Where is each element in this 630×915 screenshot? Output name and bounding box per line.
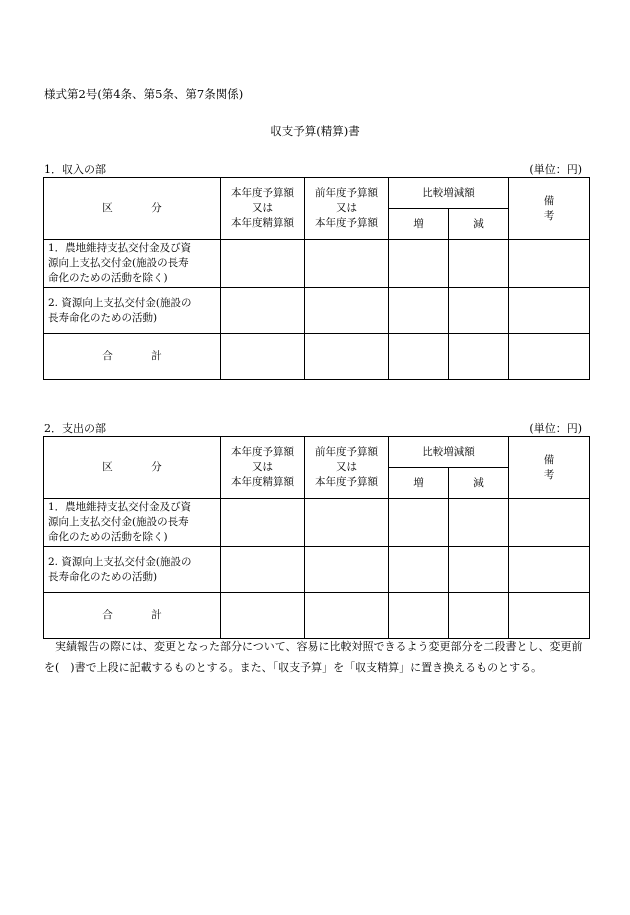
income-row-1-remarks[interactable] xyxy=(509,240,590,288)
income-row-1-decrease[interactable] xyxy=(449,240,509,288)
income-header-increase: 増 xyxy=(389,209,449,240)
expenditure-header-category: 区 分 xyxy=(44,437,221,499)
table-row xyxy=(44,547,590,593)
income-row-2-increase[interactable] xyxy=(389,288,449,334)
income-total-decrease[interactable] xyxy=(449,334,509,380)
expenditure-header-increase: 増 xyxy=(389,468,449,499)
expenditure-row-2-current[interactable] xyxy=(221,547,305,593)
expenditure-header-decrease: 減 xyxy=(449,468,509,499)
expenditure-header-current-year: 本年度予算額 又は 本年度精算額 xyxy=(221,437,305,499)
income-total-previous[interactable] xyxy=(305,334,389,380)
table-row xyxy=(44,288,590,334)
expenditure-section-title: 2．支出の部 xyxy=(44,422,106,435)
income-total-label: 合 計 xyxy=(44,334,221,380)
income-row-2-label: 2. 資源向上支払交付金(施設の 長寿命化のための活動) xyxy=(44,288,221,334)
expenditure-table xyxy=(43,436,593,639)
income-header-current-year: 本年度予算額 又は 本年度精算額 xyxy=(221,178,305,240)
expenditure-total-current[interactable] xyxy=(221,593,305,639)
income-total-current[interactable] xyxy=(221,334,305,380)
form-number: 様式第2号(第4条、第5条、第7条関係) xyxy=(44,87,244,101)
income-row-2-decrease[interactable] xyxy=(449,288,509,334)
table-row xyxy=(44,334,590,380)
expenditure-unit-label: (単位：円) xyxy=(529,422,582,435)
expenditure-header-remarks: 備 考 xyxy=(509,437,590,499)
income-header-previous-year: 前年度予算額 又は 本年度予算額 xyxy=(305,178,389,240)
table-row xyxy=(44,499,590,547)
expenditure-row-2-increase[interactable] xyxy=(389,547,449,593)
expenditure-total-remarks[interactable] xyxy=(509,593,590,639)
income-total-increase[interactable] xyxy=(389,334,449,380)
income-row-2-current[interactable] xyxy=(221,288,305,334)
expenditure-header-comparison: 比較増減額 xyxy=(389,437,509,468)
expenditure-total-increase[interactable] xyxy=(389,593,449,639)
income-header-remarks: 備 考 xyxy=(509,178,590,240)
expenditure-row-2-previous[interactable] xyxy=(305,547,389,593)
expenditure-row-1-current[interactable] xyxy=(221,499,305,547)
income-row-2-remarks[interactable] xyxy=(509,288,590,334)
expenditure-row-2-decrease[interactable] xyxy=(449,547,509,593)
income-total-remarks[interactable] xyxy=(509,334,590,380)
table-row xyxy=(44,593,590,639)
income-header-category: 区 分 xyxy=(44,178,221,240)
expenditure-total-previous[interactable] xyxy=(305,593,389,639)
expenditure-row-2-label: 2. 資源向上支払交付金(施設の 長寿命化のための活動) xyxy=(44,547,221,593)
income-unit-label: (単位：円) xyxy=(529,163,582,176)
document-title: 収支予算(精算)書 xyxy=(270,124,360,138)
expenditure-row-1-label: 1．農地維持支払交付金及び資 源向上支払交付金(施設の長寿 命化のための活動を除く) xyxy=(44,499,221,547)
income-section-title: 1．収入の部 xyxy=(44,163,106,176)
expenditure-total-decrease[interactable] xyxy=(449,593,509,639)
income-row-1-previous[interactable] xyxy=(305,240,389,288)
income-row-2-previous[interactable] xyxy=(305,288,389,334)
income-header-decrease: 減 xyxy=(449,209,509,240)
note-text: 実績報告の際には、変更となった部分について、容易に比較対照できるよう変更部分を二段書とし、変更前を( )書で上段に記載するものとする。また、「収支予算」を「収支精算」に置き換えるものとする。 xyxy=(44,640,583,674)
expenditure-row-1-increase[interactable] xyxy=(389,499,449,547)
income-header-comparison: 比較増減額 xyxy=(389,178,509,209)
expenditure-header-previous-year: 前年度予算額 又は 本年度予算額 xyxy=(305,437,389,499)
expenditure-row-1-previous[interactable] xyxy=(305,499,389,547)
expenditure-row-1-decrease[interactable] xyxy=(449,499,509,547)
table-row xyxy=(44,240,590,288)
income-row-1-current[interactable] xyxy=(221,240,305,288)
income-row-1-label: 1．農地維持支払交付金及び資 源向上支払交付金(施設の長寿 命化のための活動を除く) xyxy=(44,240,221,288)
income-row-1-increase[interactable] xyxy=(389,240,449,288)
income-table xyxy=(43,177,593,380)
expenditure-row-2-remarks[interactable] xyxy=(509,547,590,593)
expenditure-total-label: 合 計 xyxy=(44,593,221,639)
expenditure-row-1-remarks[interactable] xyxy=(509,499,590,547)
